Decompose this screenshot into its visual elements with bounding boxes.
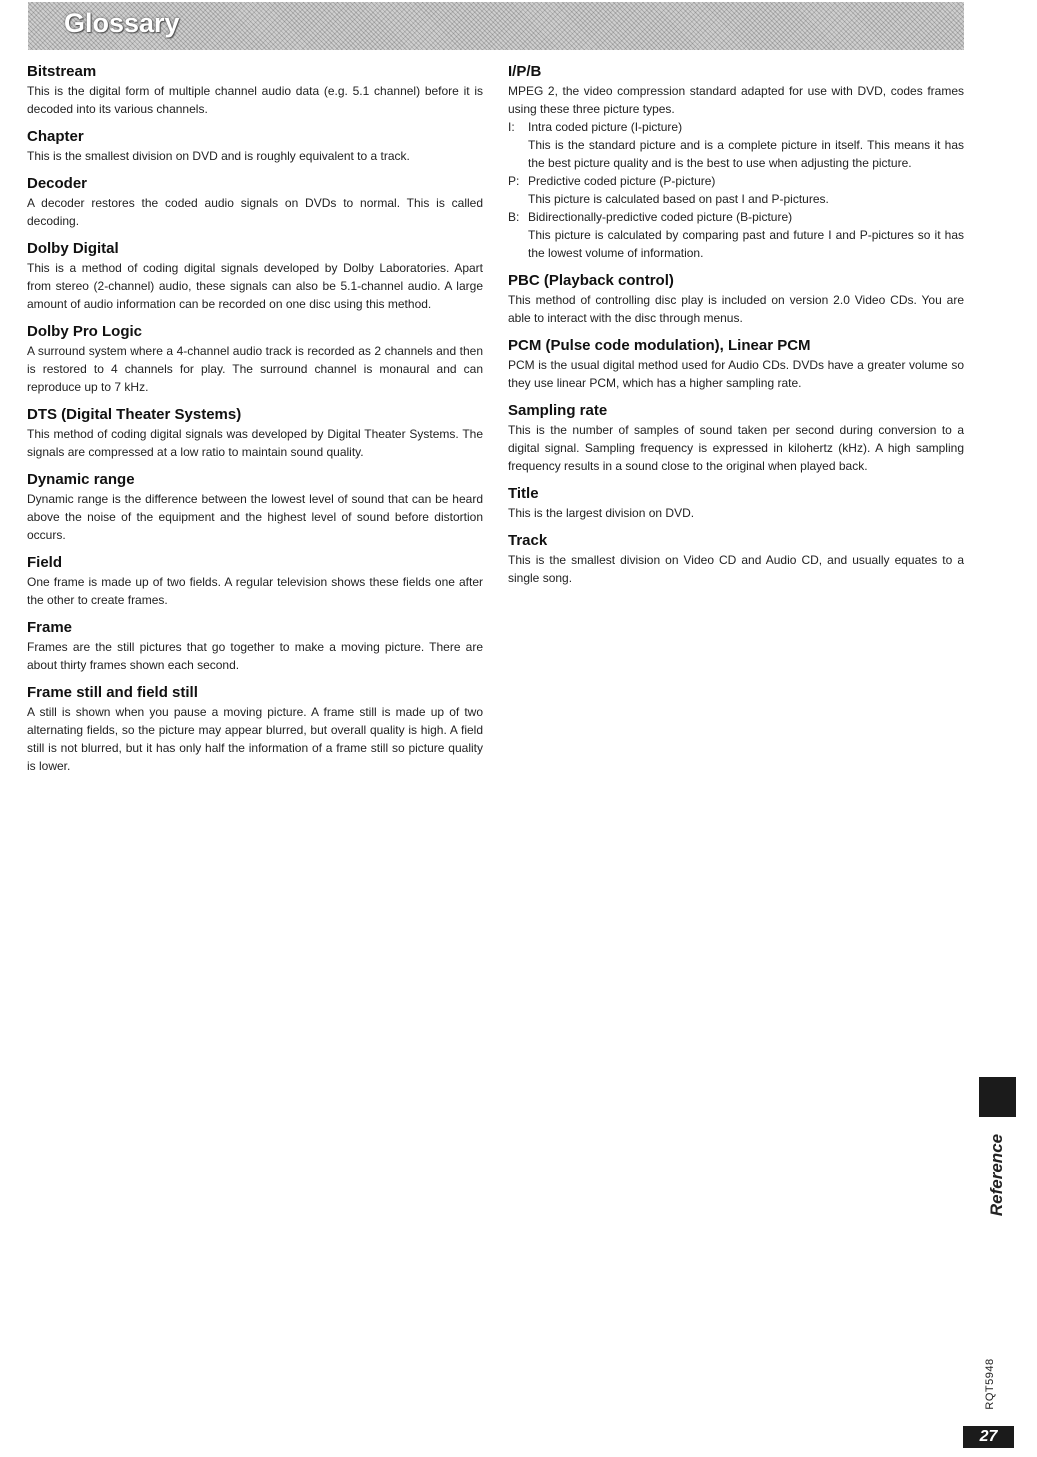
glossary-entry-title [508, 484, 964, 522]
glossary-term: Chapter [27, 128, 84, 145]
picture-type-description: This picture is calculated based on past I and P-pictures. [528, 192, 829, 206]
glossary-definition: Frames are the still pictures that go together to make a moving picture. There are about thirty frames shown each second. [27, 640, 483, 672]
glossary-left-column [27, 62, 483, 784]
glossary-definition: PCM is the usual digital method used for Audio CDs. DVDs have a greater volume so they use linear PCM, which has a higher sampling rate. [508, 358, 964, 390]
picture-type-name: Intra coded picture (I-picture) [528, 120, 683, 134]
glossary-entry-frame [27, 618, 483, 674]
glossary-definition: This method of coding digital signals was developed by Digital Theater Systems. The signals are compressed at a low ratio to maintain sound quality. [27, 427, 483, 459]
glossary-term: Dolby Digital [27, 240, 119, 257]
section-label: Reference [987, 1133, 1006, 1217]
glossary-term: Track [508, 532, 548, 549]
picture-type-code: P: [508, 174, 520, 188]
glossary-definition: This is the smallest division on DVD and is roughly equivalent to a track. [27, 149, 410, 163]
glossary-definition: A still is shown when you pause a moving picture. A frame still is made up of two alternating fields, so the picture may appear blurred, but overall quality is high. A field still is not blurred, but it has only half the information of a frame still so picture quality is lower. [27, 705, 483, 773]
glossary-definition: This method of controlling disc play is included on version 2.0 Video CDs. You are able to interact with the disc through menus. [508, 293, 964, 325]
picture-type-description: This picture is calculated by comparing past and future I and P-pictures so it has the lowest volume of information. [528, 228, 964, 260]
picture-type-b [508, 208, 964, 262]
glossary-entry-decoder [27, 174, 483, 230]
glossary-definition: This is the number of samples of sound taken per second during conversion to a digital signal. Sampling frequency is expressed in kilohertz (kHz). A high sampling frequency results in a sound close to the original when played back. [508, 423, 964, 473]
glossary-definition: This is the smallest division on Video CD and Audio CD, and usually equates to a single song. [508, 553, 964, 585]
page-number: 27 [963, 1426, 1014, 1448]
glossary-right-column [508, 62, 964, 596]
glossary-definition: This is the digital form of multiple channel audio data (e.g. 5.1 channel) before it is decoded into its various channels. [27, 84, 483, 116]
picture-type-code: B: [508, 210, 520, 224]
glossary-term: Frame still and field still [27, 684, 198, 701]
picture-type-name: Bidirectionally-predictive coded picture (B-picture) [528, 210, 793, 224]
glossary-term: Dynamic range [27, 471, 135, 488]
glossary-term: Title [508, 485, 539, 502]
glossary-term: Frame [27, 619, 73, 636]
glossary-entry-track [508, 531, 964, 587]
glossary-entry-field [27, 553, 483, 609]
glossary-definition: This is the largest division on DVD. [508, 506, 695, 520]
picture-type-i [508, 118, 964, 172]
glossary-definition: One frame is made up of two fields. A regular television shows these fields one after the other to create frames. [27, 575, 483, 607]
glossary-entry-dts [27, 405, 483, 461]
picture-type-p [508, 172, 964, 208]
section-tab-marker [979, 1077, 1016, 1117]
glossary-entry-ipb [508, 62, 964, 262]
glossary-term: DTS (Digital Theater Systems) [27, 406, 242, 423]
glossary-entry-dynamic-range [27, 470, 483, 544]
glossary-definition: A decoder restores the coded audio signals on DVDs to normal. This is called decoding. [27, 196, 483, 228]
glossary-term: Field [27, 554, 63, 571]
glossary-definition: A surround system where a 4-channel audio track is recorded as 2 channels and then is restored to 4 channels for play. The surround channel is monaural and can reproduce up to 7 kHz. [27, 344, 483, 394]
glossary-entry-pcm [508, 336, 964, 392]
glossary-term: PBC (Playback control) [508, 272, 674, 289]
picture-type-name: Predictive coded picture (P-picture) [528, 174, 716, 188]
glossary-definition: MPEG 2, the video compression standard adapted for use with DVD, codes frames using these three picture types. [508, 84, 964, 116]
glossary-definition: Dynamic range is the difference between the lowest level of sound that can be heard above the noise of the equipment and the highest level of sound before distortion occurs. [27, 492, 483, 542]
document-code: RQT5948 [984, 1358, 996, 1410]
glossary-term: Decoder [27, 175, 88, 192]
glossary-entry-frame-still [27, 683, 483, 775]
picture-type-description: This is the standard picture and is a complete picture in itself. This means it has the best picture quality and is the best to use when adjusting the picture. [528, 138, 964, 170]
glossary-entry-dolby-pro-logic [27, 322, 483, 396]
glossary-entry-dolby-digital [27, 239, 483, 313]
glossary-entry-sampling-rate [508, 401, 964, 475]
glossary-entry-bitstream [27, 62, 483, 118]
glossary-term: I/P/B [508, 63, 542, 80]
glossary-term: Sampling rate [508, 402, 608, 419]
page-title: Glossary [64, 8, 180, 38]
glossary-entry-chapter [27, 127, 483, 165]
glossary-term: Dolby Pro Logic [27, 323, 143, 340]
picture-type-code: I: [508, 120, 515, 134]
glossary-definition: This is a method of coding digital signals developed by Dolby Laboratories. Apart from stereo (2-channel) audio, these signals can also be 5.1-channel audio. A large amount of audio information can be recorded on one disc using this method. [27, 261, 483, 311]
glossary-term: PCM (Pulse code modulation), Linear PCM [508, 337, 811, 354]
glossary-term: Bitstream [27, 63, 97, 80]
glossary-entry-pbc [508, 271, 964, 327]
